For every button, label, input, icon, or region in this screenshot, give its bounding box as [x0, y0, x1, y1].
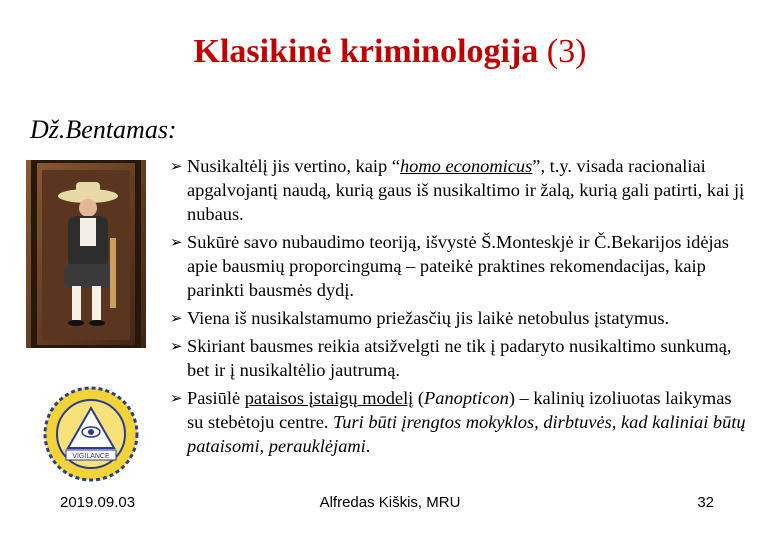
arrow-bullet-icon: ➢ [170, 233, 183, 251]
slide-subtitle: Dž.Bentamas: [30, 115, 177, 144]
footer-author: Alfredas Kiškis, MRU [319, 494, 461, 511]
bullet-item: ➢ Pasiūlė pataisos įstaigų modelį (Panopticon) – kalinių izoliuotas laikymas su stebėtoju centre. Turi būti įrengtos mokyklos, dirbtuvės, kad kaliniai būtų pataisomi, perauklėjami. [170, 388, 746, 456]
vigilance-seal [36, 384, 146, 484]
bullet-item: ➢ Sukūrė savo nubaudimo teoriją, išvystė Š.Monteskjė ir Č.Bekarijos idėjas apie bausmių proporcingumą – pateikė praktines rekomendacijas, kaip parinkti bausmės dydį. [170, 232, 729, 300]
panopticon-term: Panopticon [424, 388, 509, 408]
bullet-item: ➢ Nusikaltėlį jis vertino, kaip “homo economicus”, t.y. visada racionaliai apgalvojantį naudą, kurią gaus iš nusikaltimo ir žalą, kurią gali patirti, kai jį nubaus. [170, 156, 745, 224]
footer-date: 2019.09.03 [60, 494, 136, 511]
arrow-bullet-icon: ➢ [170, 157, 183, 175]
slide-title [0, 32, 780, 72]
italic-requirement-text: Turi būti įrengtos mokyklos, dirbtuvės, kad kaliniai būtų pataisomi, perauklėjami [187, 412, 746, 456]
title-number: (3) [546, 33, 587, 70]
footer-page-number: 32 [697, 494, 714, 511]
seal-label: VIGILANCE [72, 453, 110, 460]
arrow-bullet-icon: ➢ [170, 389, 183, 407]
correctional-model-link: pataisos įstaigų modelį [244, 388, 414, 408]
bullet-item: ➢ Viena iš nusikalstamumo priežasčių jis laikė netobulus įstatymus. [170, 308, 670, 328]
portrait-photo [26, 160, 146, 348]
arrow-bullet-icon: ➢ [170, 337, 183, 355]
title-main: Klasikinė kriminologija [193, 33, 539, 70]
arrow-bullet-icon: ➢ [170, 309, 183, 327]
bullet-list [170, 154, 750, 462]
portrait-illustration [26, 160, 146, 348]
bullet-item: ➢ Skiriant bausmes reikia atsižvelgti ne tik į padaryto nusikaltimo sunkumą, bet ir į nusikaltėlio jautrumą. [170, 336, 732, 380]
homo-economicus-term: homo economicus [399, 156, 533, 176]
panopticon-seal-illustration [36, 384, 146, 484]
